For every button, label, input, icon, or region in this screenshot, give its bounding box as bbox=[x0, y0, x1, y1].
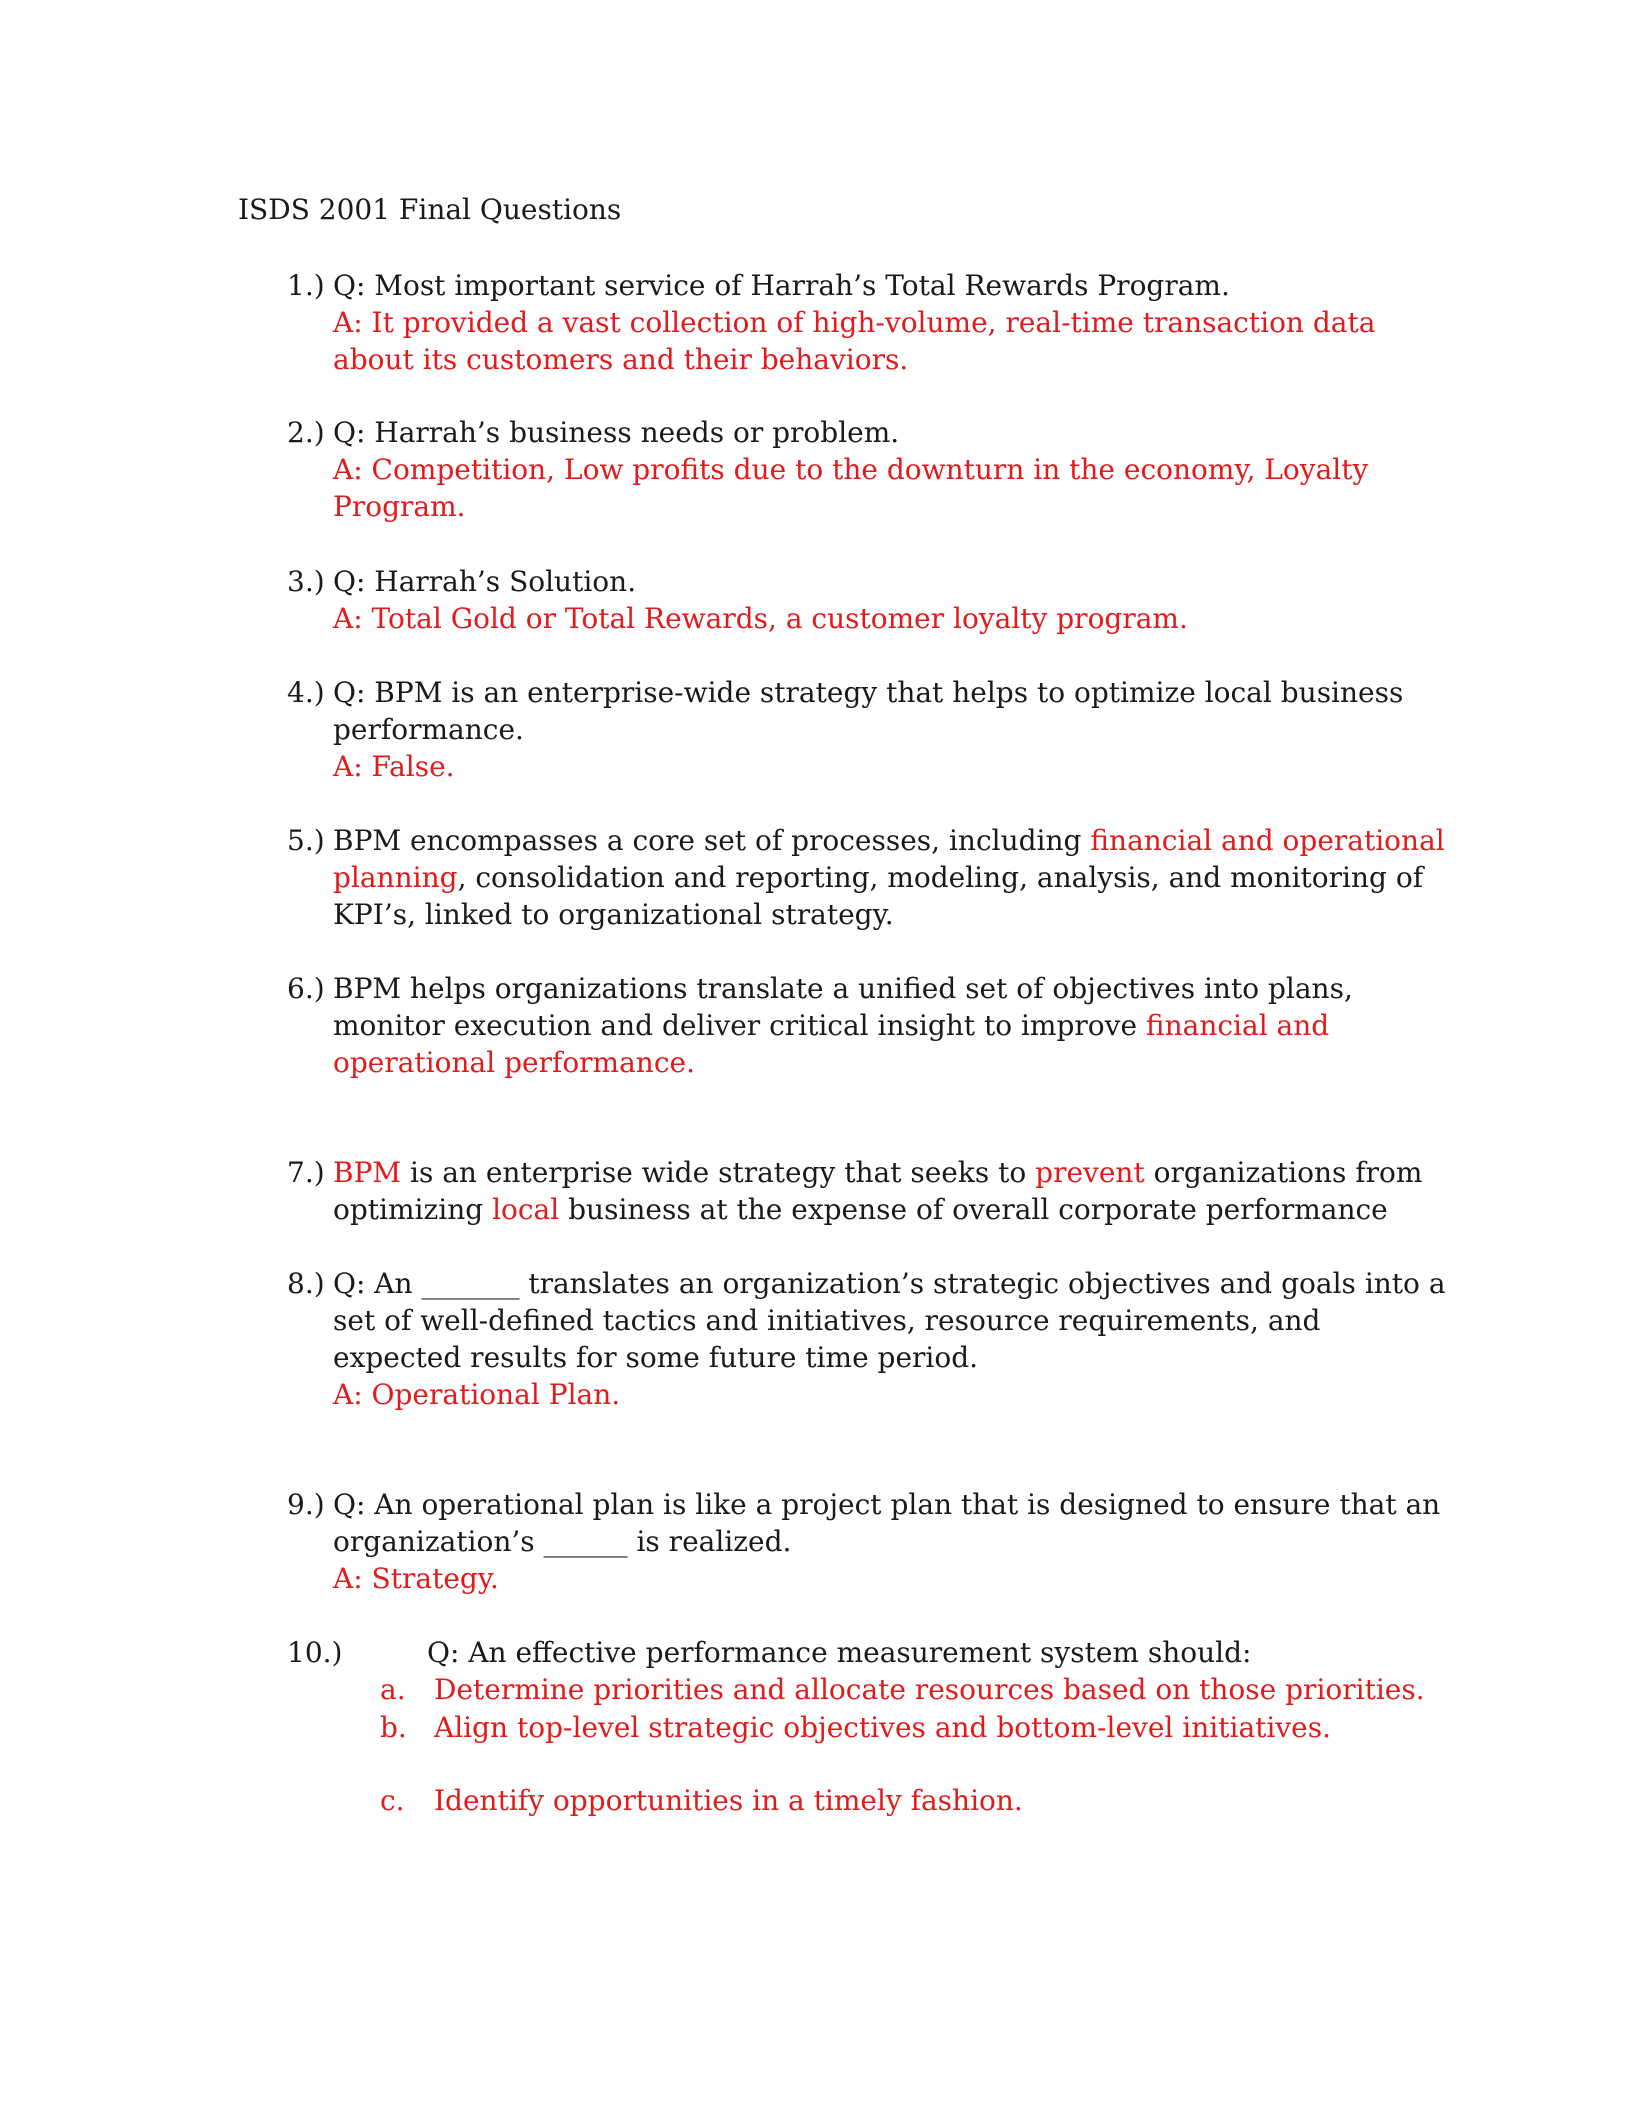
question-text: organization’s ______ is realized. bbox=[333, 1525, 792, 1558]
question-item-1 bbox=[287, 267, 1397, 378]
answer-text: A: Operational Plan. bbox=[333, 1378, 621, 1411]
item-number: 2.) bbox=[287, 416, 325, 449]
statement-text: BPM helps organizations translate a unified set of objectives into plans, bbox=[333, 972, 1353, 1005]
highlighted-term: financial and bbox=[1145, 1009, 1330, 1042]
question-text: set of well-defined tactics and initiatives, resource requirements, and bbox=[333, 1304, 1321, 1337]
option-letter: a. bbox=[380, 1673, 406, 1706]
question-text: performance. bbox=[333, 713, 524, 746]
question-text: expected results for some future time period. bbox=[333, 1341, 979, 1374]
item-number: 10.) bbox=[287, 1636, 343, 1669]
question-text: Q: An operational plan is like a project plan that is designed to ensure that an bbox=[333, 1488, 1441, 1521]
question-text: Q: An _______ translates an organization’s strategic objectives and goals into a bbox=[333, 1267, 1446, 1300]
question-item-9 bbox=[287, 1486, 1441, 1597]
question-text: Q: BPM is an enterprise-wide strategy that helps to optimize local business bbox=[333, 676, 1404, 709]
document-title: ISDS 2001 Final Questions bbox=[238, 193, 622, 226]
highlighted-term: BPM bbox=[333, 1156, 402, 1189]
highlighted-term: local bbox=[492, 1193, 560, 1226]
highlighted-term: planning bbox=[333, 861, 458, 894]
option-letter: c. bbox=[380, 1784, 405, 1817]
highlighted-term: financial and operational bbox=[1090, 824, 1445, 857]
option-text: Determine priorities and allocate resources based on those priorities. bbox=[434, 1673, 1425, 1706]
highlighted-term: operational performance. bbox=[333, 1046, 695, 1079]
statement-text: business at the expense of overall corporate performance bbox=[559, 1193, 1388, 1226]
answer-text: A: Strategy. bbox=[333, 1562, 499, 1595]
item-number: 9.) bbox=[287, 1488, 325, 1521]
question-item-7 bbox=[287, 1154, 1423, 1228]
statement-text: optimizing bbox=[333, 1193, 493, 1226]
item-number: 6.) bbox=[287, 972, 325, 1005]
question-item-5 bbox=[287, 822, 1445, 933]
answer-text: A: Competition, Low profits due to the downturn in the economy, Loyalty bbox=[333, 453, 1369, 486]
answer-text: Program. bbox=[333, 490, 466, 523]
statement-text: , consolidation and reporting, modeling, analysis, and monitoring of bbox=[457, 861, 1424, 894]
question-item-4 bbox=[287, 674, 1404, 785]
answer-text: A: False. bbox=[333, 750, 455, 783]
option-letter: b. bbox=[380, 1711, 407, 1744]
answer-text: A: Total Gold or Total Rewards, a customer loyalty program. bbox=[333, 602, 1188, 635]
question-item-6 bbox=[287, 970, 1397, 1081]
question-text: Q: Harrah’s Solution. bbox=[333, 565, 637, 598]
option-text: Align top-level strategic objectives and bottom-level initiatives. bbox=[434, 1711, 1331, 1744]
question-item-8 bbox=[287, 1265, 1446, 1413]
item-number: 4.) bbox=[287, 676, 325, 709]
answer-text: A: It provided a vast collection of high-volume, real-time transaction data bbox=[333, 306, 1376, 339]
item-number: 8.) bbox=[287, 1267, 325, 1300]
option-text: Identify opportunities in a timely fashion. bbox=[434, 1784, 1023, 1817]
item-number: 7.) bbox=[287, 1156, 325, 1189]
statement-text: organizations from bbox=[1144, 1156, 1423, 1189]
question-text: Q: An effective performance measurement system should: bbox=[427, 1636, 1252, 1669]
highlighted-term: prevent bbox=[1035, 1156, 1145, 1189]
statement-text: is an enterprise wide strategy that seeks to bbox=[401, 1156, 1036, 1189]
statement-text: BPM encompasses a core set of processes, including bbox=[333, 824, 1091, 857]
statement-text: monitor execution and deliver critical insight to improve bbox=[333, 1009, 1146, 1042]
question-text: Q: Harrah’s business needs or problem. bbox=[333, 416, 900, 449]
item-number: 3.) bbox=[287, 565, 325, 598]
answer-text: about its customers and their behaviors. bbox=[333, 343, 909, 376]
question-item-3 bbox=[287, 563, 1397, 637]
question-text: Q: Most important service of Harrah’s Total Rewards Program. bbox=[333, 269, 1230, 302]
item-number: 1.) bbox=[287, 269, 325, 302]
item-number: 5.) bbox=[287, 824, 325, 857]
statement-text: KPI’s, linked to organizational strategy. bbox=[333, 898, 894, 931]
question-item-10 bbox=[287, 1634, 1397, 1671]
question-item-2 bbox=[287, 414, 1397, 525]
